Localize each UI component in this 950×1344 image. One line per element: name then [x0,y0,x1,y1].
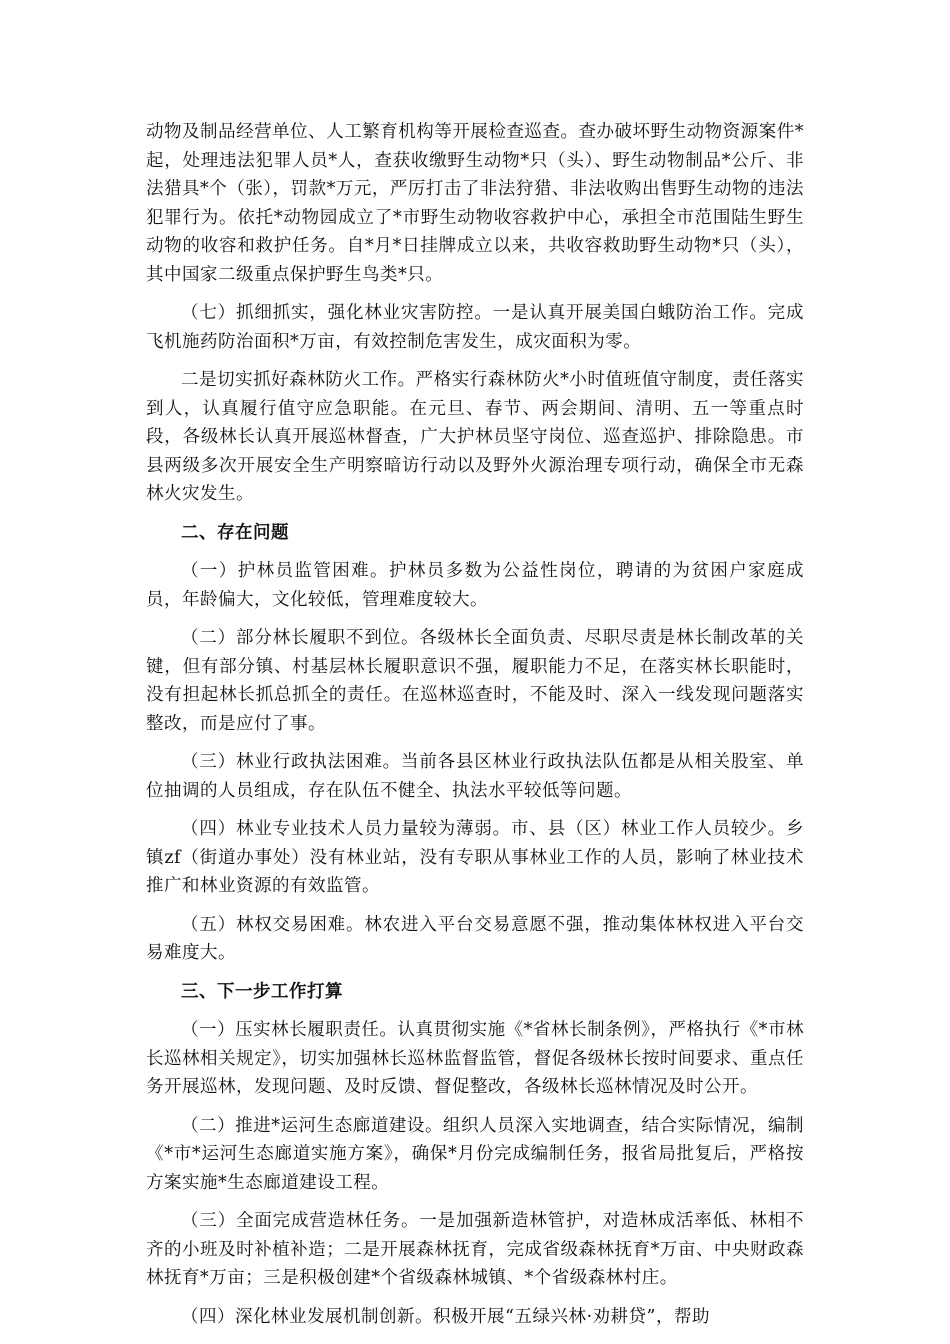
paragraph-problem-5: （五）林权交易困难。林农进入平台交易意愿不强，推动集体林权进入平台交易难度大。 [146,914,804,963]
paragraph-problem-1: （一）护林员监管困难。护林员多数为公益性岗位，聘请的为贫困户家庭成员，年龄偏大，文化较低，管理难度较大。 [146,561,804,610]
paragraph-plan-1: （一）压实林长履职责任。认真贯彻实施《*省林长制条例》，严格执行《*市林长巡林相关规定》，切实加强林长巡林监督监管，督促各级林长按时间要求、重点任务开展巡林，发现问题、及时反馈、督促整改，各级林长巡林情况及时公开。 [146,1020,804,1097]
paragraph-disaster-prevention: （七）抓细抓实，强化林业灾害防控。一是认真开展美国白蛾防治工作。完成飞机施药防治面积*万亩，有效控制危害发生，成灾面积为零。 [146,303,804,352]
paragraph-problem-3: （三）林业行政执法困难。当前各县区林业行政执法队伍都是从相关股室、单位抽调的人员组成，存在队伍不健全、执法水平较低等问题。 [146,752,804,801]
paragraph-problem-4: （四）林业专业技术人员力量较为薄弱。市、县（区）林业工作人员较少。乡镇zf（街道办事处）没有林业站，没有专职从事林业工作的人员，影响了林业技术推广和林业资源的有效监管。 [146,819,804,896]
paragraph-plan-3: （三）全面完成营造林任务。一是加强新造林管护，对造林成活率低、林相不齐的小班及时补植补造；二是开展森林抚育，完成省级森林抚育*万亩、中央财政森林抚育*万亩；三是积极创建*个省级森林城镇、*个省级森林村庄。 [146,1211,804,1288]
document-page [146,118,804,1341]
paragraph-plan-4: （四）深化林业发展机制创新。积极开展“五绿兴林·劝耕贷”，帮助 [181,1306,710,1327]
paragraph-fire-prevention: 二是切实抓好森林防火工作。严格实行森林防火*小时值班值守制度，责任落实到人，认真履行值守应急职能。在元旦、春节、两会期间、清明、五一等重点时段，各级林长认真开展巡林督查，广大护林员坚守岗位、巡查巡护、排除隐患。市县两级多次开展安全生产明察暗访行动以及野外火源治理专项行动，确保全市无森林火灾发生。 [146,370,804,504]
section-heading-next-steps: 三、下一步工作打算 [181,981,343,1002]
paragraph-wildlife-protection: 动物及制品经营单位、人工繁育机构等开展检查巡查。查办破坏野生动物资源案件*起，处理违法犯罪人员*人，查获收缴野生动物*只（头）、野生动物制品*公斤、非法猎具*个（张），罚款*万元，严厉打击了非法狩猎、非法收购出售野生动物的违法犯罪行为。依托*动物园成立了*市野生动物收容救护中心，承担全市范围陆生野生动物的收容和救护任务。自*月*日挂牌成立以来，共收容救助野生动物*只（头），其中国家二级重点保护野生鸟类*只。 [146,122,804,285]
section-heading-problems: 二、存在问题 [181,522,289,543]
paragraph-plan-2: （二）推进*运河生态廊道建设。组织人员深入实地调查，结合实际情况，编制《*市*运河生态廊道实施方案》，确保*月份完成编制任务，报省局批复后，严格按方案实施*生态廊道建设工程。 [146,1115,804,1193]
paragraph-problem-2: （二）部分林长履职不到位。各级林长全面负责、尽职尽责是林长制改革的关键，但有部分镇、村基层林长履职意识不强，履职能力不足，在落实林长职能时，没有担起林长抓总抓全的责任。在巡林巡查时，不能及时、深入一线发现问题落实整改，而是应付了事。 [146,628,804,734]
